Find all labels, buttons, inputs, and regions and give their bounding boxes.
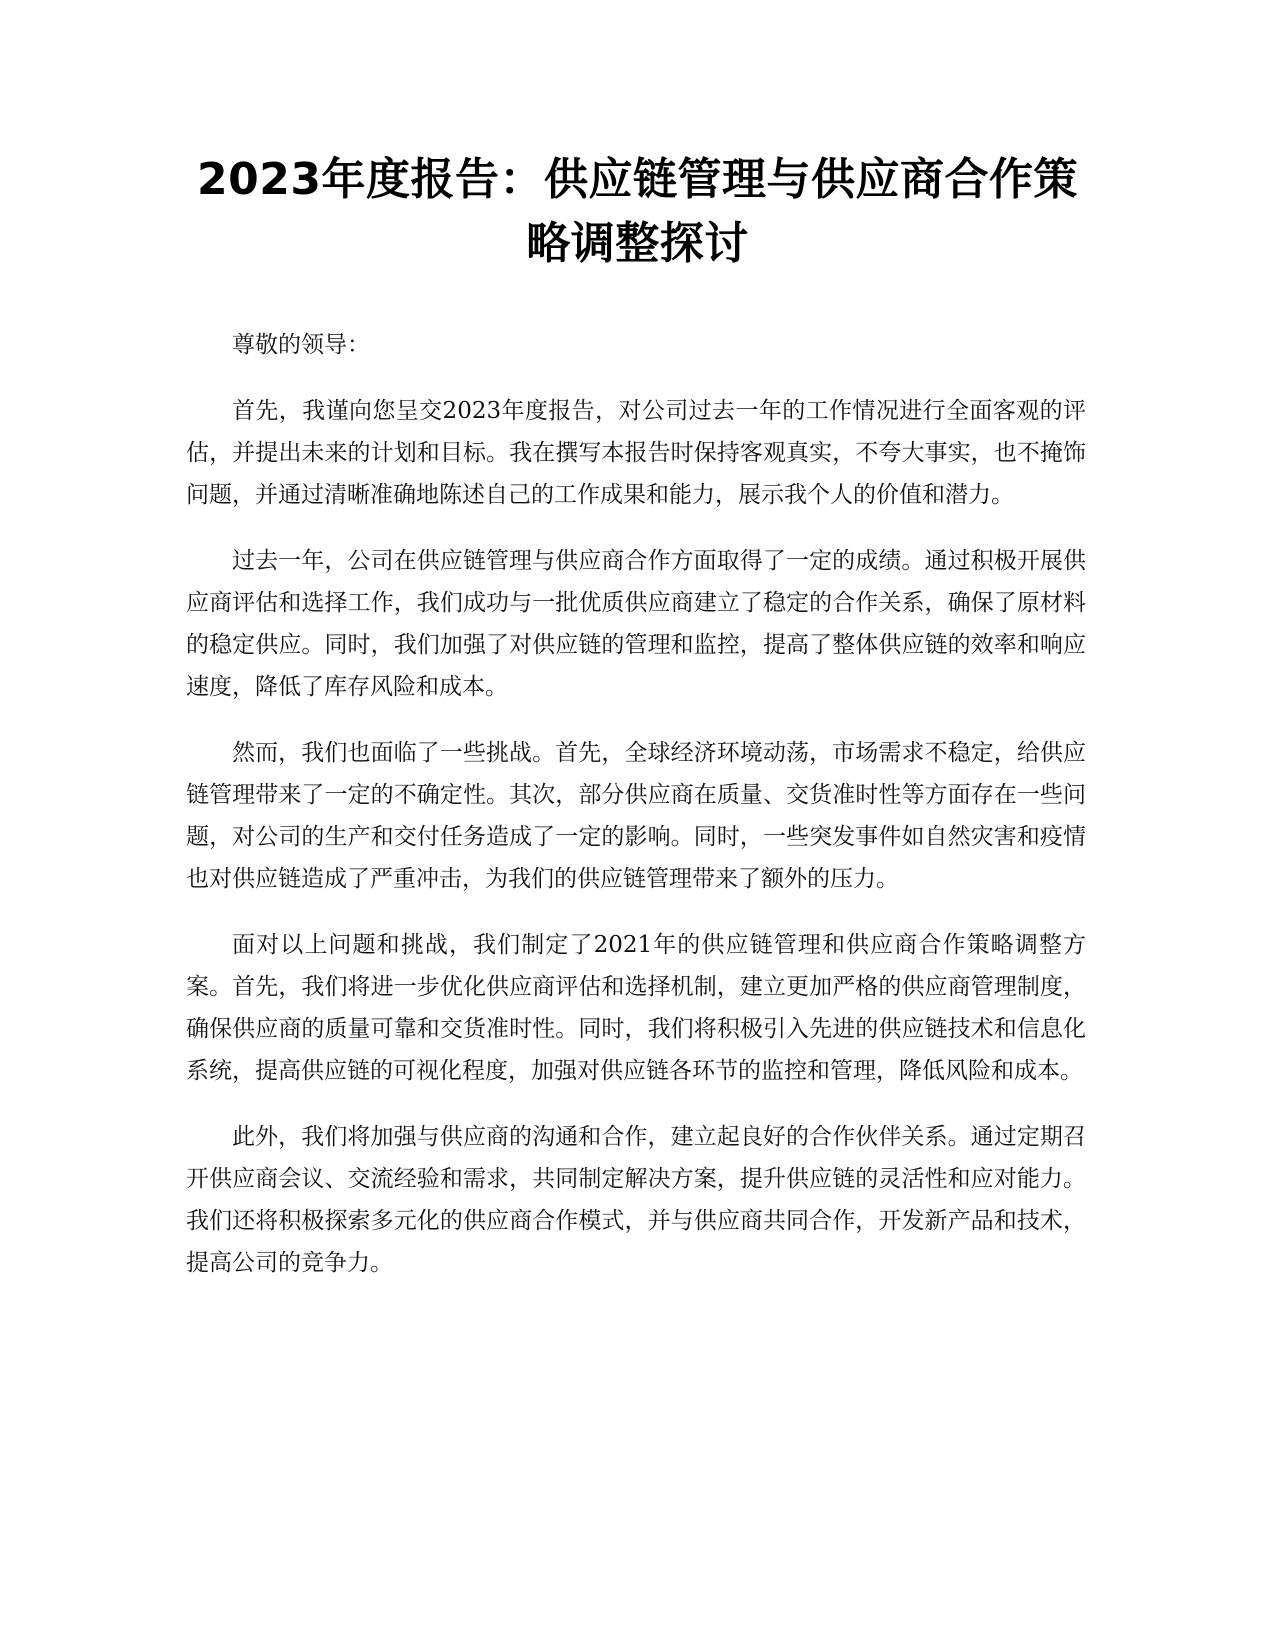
salutation: 尊敬的领导： bbox=[232, 332, 370, 358]
paragraph-2: 过去一年，公司在供应链管理与供应商合作方面取得了一定的成绩。通过积极开展供应商评估和选择工作，我们成功与一批优质供应商建立了稳定的合作关系，确保了原材料的稳定供应。同时，我们加强了对供应链的管理和监控，提高了整体供应链的效率和响应速度，降低了库存风险和成本。 bbox=[186, 548, 1086, 700]
paragraph-1: 首先，我谨向您呈交2023年度报告，对公司过去一年的工作情况进行全面客观的评估，并提出未来的计划和目标。我在撰写本报告时保持客观真实，不夸大事实，也不掩饰问题，并通过清晰准确地陈述自己的工作成果和能力，展示我个人的价值和潜力。 bbox=[186, 398, 1086, 508]
paragraph-3: 然而，我们也面临了一些挑战。首先，全球经济环境动荡，市场需求不稳定，给供应链管理带来了一定的不确定性。其次，部分供应商在质量、交货准时性等方面存在一些问题，对公司的生产和交付任务造成了一定的影响。同时，一些突发事件如自然灾害和疫情也对供应链造成了严重冲击，为我们的供应链管理带来了额外的压力。 bbox=[186, 740, 1086, 892]
document-title: 2023年度报告：供应链管理与供应商合作策略调整探讨 bbox=[197, 154, 1078, 269]
paragraph-5: 此外，我们将加强与供应商的沟通和合作，建立起良好的合作伙伴关系。通过定期召开供应商会议、交流经验和需求，共同制定解决方案，提升供应链的灵活性和应对能力。我们还将积极探索多元化的供应商合作模式，并与供应商共同合作，开发新产品和技术，提高公司的竞争力。 bbox=[186, 1124, 1086, 1276]
paragraph-4: 面对以上问题和挑战，我们制定了2021年的供应链管理和供应商合作策略调整方案。首先，我们将进一步优化供应商评估和选择机制，建立更加严格的供应商管理制度，确保供应商的质量可靠和交货准时性。同时，我们将积极引入先进的供应链技术和信息化系统，提高供应链的可视化程度，加强对供应链各环节的监控和管理，降低风险和成本。 bbox=[186, 932, 1086, 1084]
document-body bbox=[186, 324, 1086, 1308]
